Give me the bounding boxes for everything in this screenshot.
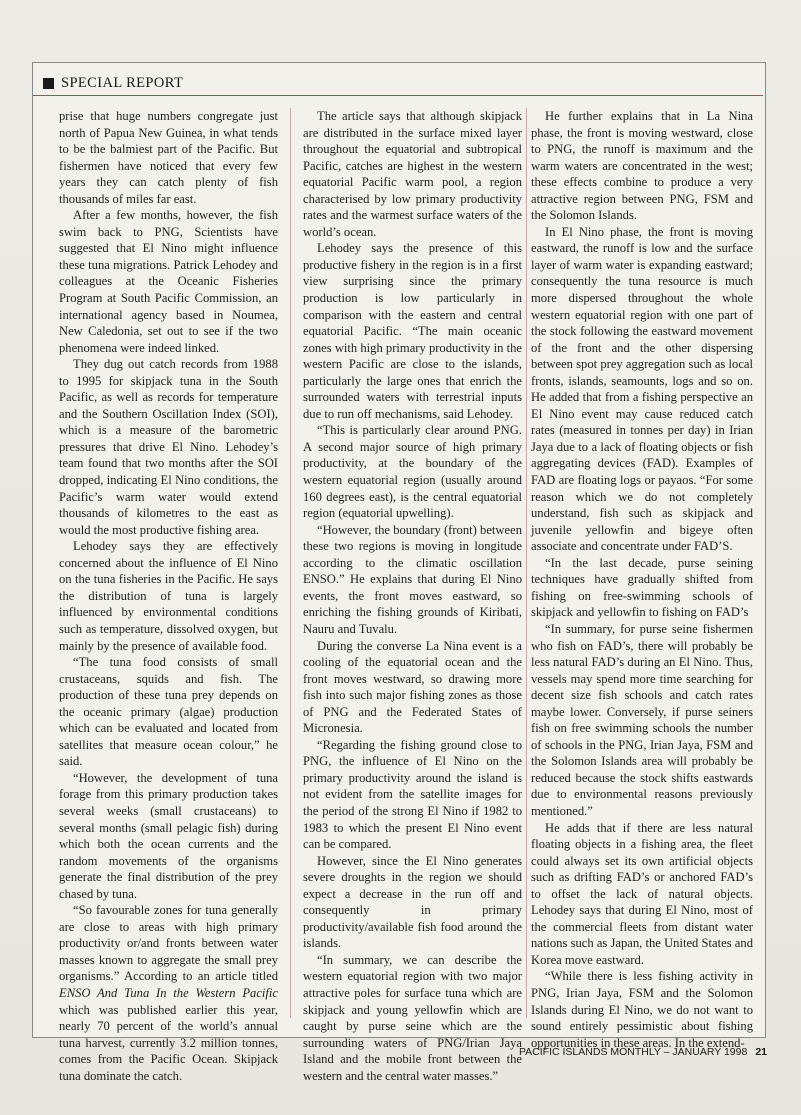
page-number: 21 xyxy=(755,1046,767,1058)
paragraph: Lehodey says they are effectively concerned about the influence of El Nino on the tuna fisheries in the Pacific. He says the distribution of tuna is largely influenced by environmental conditions such as temperature, dissolved oxygen, but mainly by the presence of available food. xyxy=(59,539,278,653)
header-rule xyxy=(33,95,763,96)
paragraph: “In the last decade, purse seining techniques have gradually shifted from fishing on free-swimming schools of skipjack and yellowfin to fishing on FAD’s xyxy=(531,555,753,620)
paragraph-text: “So favourable zones for tuna generally are close to areas with high primary productivity or/and fronts between water masses known to aggregate the small prey organisms.” According to an article titled xyxy=(59,903,278,984)
paragraph: “However, the boundary (front) between these two regions is moving in longitude according to the climatic oscillation ENSO.” He explains that during El Nino events, the front moves eastward, so enriching the fishing grounds of Kiribati, Nauru and Tuvalu. xyxy=(303,522,522,636)
paragraph: In El Nino phase, the front is moving eastward, the runoff is low and the surface layer of warm water is expanding eastward; consequently the tuna resource is much more dispersed throughout the whole western equatorial region with one part of the stock following the eastward movement of the front and the other dispersing between spot prey aggregation such as local fronts, islands, seamounts, logs and so on. He added that from a fishing perspective an El Nino event may cause reduced catch rates (measured in tonnes per day) in Irian Jaya due to a lack of floating objects or fish aggregating devices (FAD). Examples of FAD are floating logs or payaos. “For some reason which we do not completely understand, fish such as skipjack and juvenile yellowfin and bigeye often associate and concentrate under FAD’S. xyxy=(531,224,753,554)
paragraph: However, since the El Nino generates severe droughts in the region we should expect a decrease in the run off and consequently in primary productivity/available fish food around the islands. xyxy=(303,853,522,951)
paragraph xyxy=(59,902,278,1084)
article-column-2 xyxy=(303,108,522,1083)
paragraph: “In summary, for purse seine fishermen who fish on FAD’s, there will probably be less natural FAD’s during an El Nino. Thus, vessels may spend more time searching for decent size fish schools and catch rates maybe lower. Conversely, if purse seiners fish on free swimming schools the number of schools in the PNG, Irian Jaya, FSM and the Solomon Islands area will probably be reduced because the stock shifts eastwards due to environmental reasons previously mentioned.” xyxy=(531,621,753,818)
article-column-3 xyxy=(531,108,753,1050)
square-bullet-icon xyxy=(43,78,54,89)
section-header xyxy=(33,70,763,96)
paragraph: “However, the development of tuna forage from this primary production takes several weeks (small crustaceans) to several months (small pelagic fish) during which both the ocean currents and the random movements of the organisms generate the final distribution of the prey chased by tuna. xyxy=(59,770,278,901)
paragraph: “Regarding the fishing ground close to PNG, the influence of El Nino on the primary productivity around the island is not evident from the satellite images for the period of the strong El Nino if 1982 to 1983 to which the present El Nino event can be compared. xyxy=(303,737,522,852)
paragraph: He further explains that in La Nina phase, the front is moving westward, close to PNG, the runoff is maximum and the warm waters are concentrated in the west; these effects combine to produce a very attractive region between PNG, FSM and the Solomon Islands. xyxy=(531,109,753,223)
paragraph: Lehodey says the presence of this productive fishery in the region is in a first view surprising since the primary production is low particularly in comparison with the eastern and central equatorial Pacific. “The main oceanic zones with high primary productivity in the western Pacific are close to the islands, particularly the large ones that enrich the surrounded waters with terrestrial inputs due to run off mechanisms, said Lehodey. xyxy=(303,241,522,421)
page-footer xyxy=(519,1046,767,1058)
section-label: SPECIAL REPORT xyxy=(61,74,184,91)
paragraph-text: which was published earlier this year, nearly 70 percent of the world’s annual tuna harvest, currently 3.2 million tonnes, comes from the Pacific Ocean. Skipjack tuna dominate the catch. xyxy=(59,1002,278,1083)
paragraph: During the converse La Nina event is a cooling of the equatorial ocean and the front moves westward, so drawing more fish into such major fishing zones as those of PNG and the Federated States of Micronesia. xyxy=(303,638,522,736)
paragraph: The article says that although skipjack are distributed in the surface mixed layer throughout the equatorial and subtropical Pacific, catches are highest in the western equatorial Pacific warm pool, a region characterised by low primary productivity rates and the warmest surface waters of the world’s ocean. xyxy=(303,109,522,239)
paragraph: “While there is less fishing activity in PNG, Irian Jaya, FSM and the Solomon Islands during El Nino, we do not want to sound entirely pessimistic about fishing opportunities in these areas. In the extend- xyxy=(531,969,753,1050)
column-divider xyxy=(526,108,527,1018)
paragraph: After a few months, however, the fish swim back to PNG, Scientists have suggested that El Nino might influence these tuna migrations. Patrick Lehodey and colleagues at the Oceanic Fisheries Program at South Pacific Commission, an international agency based in Noumea, New Caledonia, set out to see if the two phenomena were indeed linked. xyxy=(59,208,278,355)
paragraph: “This is particularly clear around PNG. A second major source of high primary productivity, at the boundary of the western equatorial region (usually around 160 degrees east), is the central equatorial region (equatorial upwelling). xyxy=(303,423,522,521)
paragraph: “In summary, we can describe the western equatorial region with two major attractive poles for surface tuna which are skipjack and young yellowfin which are caught by purse seine which are the surrounding waters of PNG/Irian Jaya Island and the mobile front between the western and the central water masses.” xyxy=(303,952,522,1083)
article-title: ENSO And Tuna In the Western Pacific xyxy=(59,985,278,1000)
paragraph: He adds that if there are less natural floating objects in a fishing area, the fleet could always set its own artificial objects such as drifting FAD’s or anchored FAD’s to offset the lack of natural objects. Lehodey says that during El Nino, most of the commercial fleets from distant water nations such as Japan, the United States and Korea move eastward. xyxy=(531,820,753,967)
paragraph: prise that huge numbers congregate just north of Papua New Guinea, in what tends to be the balmiest part of the Pacific. But fishermen have noticed that every few years they can catch plenty of fish thousands of miles far east. xyxy=(59,109,278,206)
column-divider xyxy=(290,108,291,1018)
article-column-1 xyxy=(59,108,278,1083)
paragraph: “The tuna food consists of small crustaceans, squids and fish. The production of these tuna prey depends on the oceanic primary (algae) production which can be evaluated and located from satellites that measure ocean colour,” he said. xyxy=(59,655,278,769)
paragraph: They dug out catch records from 1988 to 1995 for skipjack tuna in the South Pacific, as well as records for temperature and the Southern Oscillation Index (SOI), which is a measure of the barometric pressures that drive El Nino. Lehodey’s team found that two months after the SOI dropped, indicating El Nino conditions, the Pacific’s warm water would extend thousands of kilometres to the east as would the most productive fishing area. xyxy=(59,357,278,537)
publication-line: PACIFIC ISLANDS MONTHLY – JANUARY 1998 xyxy=(518,1046,748,1058)
